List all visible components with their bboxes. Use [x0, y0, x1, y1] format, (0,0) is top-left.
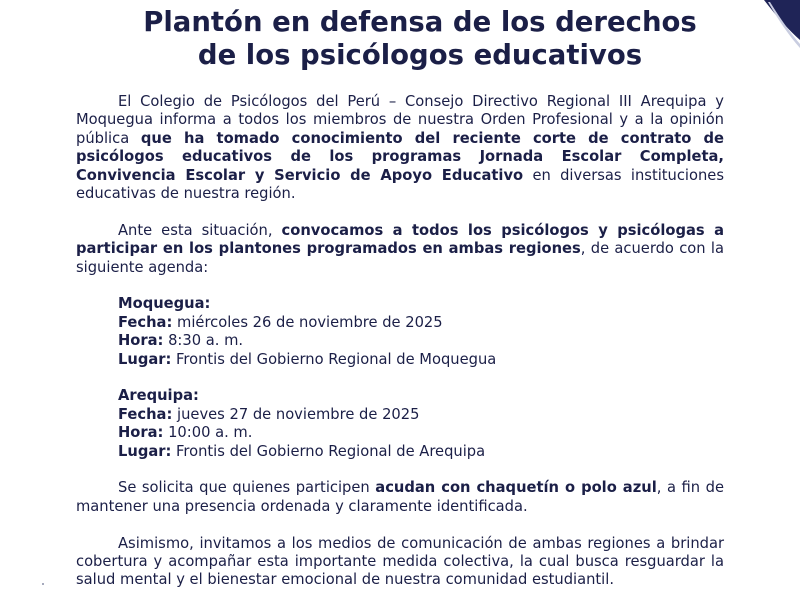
decorative-dot — [42, 583, 44, 585]
agenda-fecha: miércoles 26 de noviembre de 2025 — [172, 313, 443, 331]
intro-bold: que ha tomado conocimiento del reciente corte de contrato de psicólogos educativos de los programas Jornada Escolar Completa, Convivencia Escolar y Servicio de Apoyo Educativo — [76, 129, 724, 184]
agenda-moquegua — [118, 295, 724, 369]
agenda-hora-label: Hora: — [118, 332, 164, 350]
agenda-lugar-label: Lugar: — [118, 442, 172, 460]
agenda-fecha-label: Fecha: — [118, 313, 173, 331]
agenda-lugar: Frontis del Gobierno Regional de Arequipa — [171, 442, 486, 460]
agenda-hora-label: Hora: — [118, 424, 164, 442]
call-text-1: Ante esta situación, — [118, 221, 282, 239]
agenda-hora: 8:30 a. m. — [163, 332, 244, 350]
media-paragraph: Asimismo, invitamos a los medios de comunicación de ambas regiones a brindar cobertura y acompañar esta importante medida colectiva, la cual busca resguardar la salud mental y el bienestar emocional de nuestra comunidad estudiantil. — [76, 534, 724, 589]
page-title — [0, 6, 800, 72]
intro-paragraph — [76, 93, 724, 203]
agenda-lugar: Frontis del Gobierno Regional de Moquegua — [171, 350, 497, 368]
agenda-arequipa — [118, 387, 724, 461]
dress-text-2: , a fin de mantener una presencia ordenada y claramente identificada. — [76, 479, 725, 515]
agenda-region: Arequipa: — [118, 387, 199, 405]
agenda-hora: 10:00 a. m. — [163, 424, 253, 442]
document-body — [76, 93, 724, 600]
title-line-2: de los psicólogos educativos — [197, 39, 643, 71]
title-line-1: Plantón en defensa de los derechos — [143, 6, 697, 38]
call-paragraph — [76, 222, 724, 277]
dress-paragraph — [76, 479, 724, 516]
intro-text-1: El Colegio de Psicólogos del Perú – Consejo Directivo Regional III Arequipa y Moquegua informa a todos los miembros de nuestra Orden Profesional y a la opinión pública — [76, 93, 724, 147]
agenda-fecha: jueves 27 de noviembre de 2025 — [172, 405, 420, 423]
dress-bold: acudan con chaquetín o polo azul — [375, 479, 657, 497]
call-bold: convocamos a todos los psicólogos y psicólogas a participar en los plantones programados en ambas regiones — [76, 221, 724, 258]
agenda-region: Moquegua: — [118, 295, 211, 313]
call-text-2: , de acuerdo con la siguiente agenda: — [76, 240, 724, 276]
agenda-fecha-label: Fecha: — [118, 405, 173, 423]
intro-text-2: en diversas instituciones educativas de nuestra región. — [76, 166, 724, 203]
dress-text-1: Se solicita que quienes participen — [118, 479, 376, 497]
agenda-lugar-label: Lugar: — [118, 350, 172, 368]
